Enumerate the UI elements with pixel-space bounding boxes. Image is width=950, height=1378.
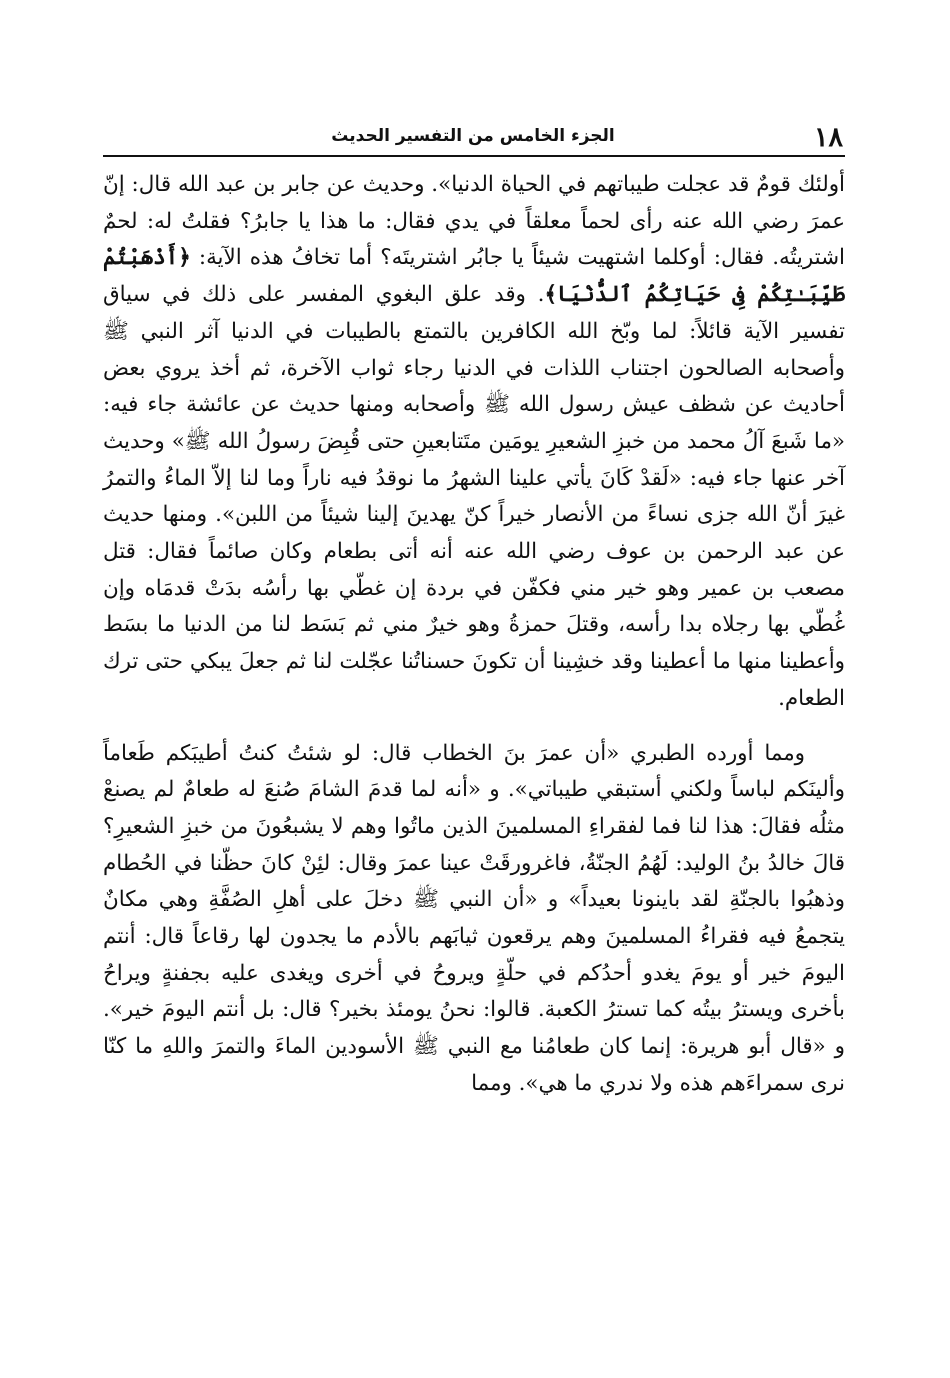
body-text: [103, 167, 845, 1103]
header-rule: [103, 155, 845, 157]
paragraph-1-before-verse: أولئك قومٌ قد عجلت طيباتهم في الحياة الدنيا». وحديث عن جابر بن عبد الله قال: إنّ عمرَ رضي الله عنه رأى لحماً معلقاً في يدي فقال: ما هذا يا جابرُ؟ فقلتُ له: لحمٌ اشتريتُه. فقال: أوكلما اشتهيت شيئاً يا جابُر اشتريتَه؟ أما تخافُ هذه الآية:: [103, 172, 845, 271]
running-title: الجزء الخامس من التفسير الحديث: [331, 126, 615, 146]
paragraph-1-after-verse: . وقد علق البغوي المفسر على ذلك في سياق تفسير الآية قائلاً: لما وبّخ الله الكافرين بالتمتع بالطيبات في الدنيا آثر النبي ﷺ وأصحابه الصالحون اجتناب اللذات في الدنيا رجاء ثواب الآخرة، ثم أخذ يروي بعض أحاديث عن شظف عيش رسول الله ﷺ وأصحابه ومنها حديث عن عائشة جاء فيه: «ما شَبعَ آلُ محمد من خبزِ الشعيرِ يومَين متَتابعينِ حتى قُبِضَ رسولُ الله ﷺ» وحديث آخر عنها جاء فيه: «لَقدْ كَانَ يأتي علينا الشهرُ ما نوقدُ فيه ناراً وما لنا إلاّ الماءُ والتمرُ غيرَ أنّ الله جزى نساءً من الأنصار خيراً كنّ يهدينَ إلينا شيئاً من اللبن». ومنها حديث عن عبد الرحمن بن عوف رضي الله عنه أنه أتى بطعام وكان صائماً فقال: قتل مصعب بن عمير وهو خير مني فكفّن في بردة إن غطّي بها رأسُه بدَتْ قدمَاه وإن غُطّي بها رجلاه بدا رأسه، وقتلَ حمزةُ وهو خيرٌ مني ثم بَسَط لنا من الدنيا ما بسَط وأعطينا منها ما أعطينا وقد خشِينا أن تكونَ حسناتُنا عجّلت لنا ثم جعلَ يبكي حتى ترك الطعام.: [103, 282, 845, 711]
page-header: [103, 118, 843, 158]
paragraph-1: [103, 167, 845, 718]
page-number: ١٨: [813, 122, 843, 153]
paragraph-2: ومما أورده الطبري «أن عمرَ بنَ الخطاب قال: لو شئتُ كنتُ أطيبَكم طَعاماً وألينَكم لباساً ولكني أستبقي طيباتي». و «أنه لما قدمَ الشامَ صُنعَ له طعامٌ لم يصنعْ مثلُه فقالَ: هذا لنا فما لفقراءِ المسلمينَ الذين ماتُوا وهم لا يشبعُونَ من خبزِ الشعيرِ؟ قالَ خالدُ بنُ الوليد: لَهُمُ الجنّةُ، فاغرورقَتْ عينا عمرَ وقال: لئِنْ كانَ حظّنا في الحُطام وذهبُوا بالجنّةِ لقد باينونا بعيداً» و «أن النبي ﷺ دخلَ على أهلِ الصُفَّةِ وهي مكانٌ يتجمعُ فيه فقراءُ المسلمينَ وهم يرقعون ثيابَهم بالأدم ما يجدون لها رقاعاً قال: أنتم اليومَ خير أو يومَ يغدو أحدُكم في حلّةٍ ويروحُ في أخرى ويغدى عليه بجفنةٍ ويراحُ بأخرى ويسترُ بيتُه كما تسترُ الكعبة. قالوا: نحنُ يومئذ بخير؟ قال: بل أنتم اليومَ خير». و «قال أبو هريرة: إنما كان طعامُنا مع النبي ﷺ الأسودين الماءَ والتمرَ واللهِ ما كنّا نرى سمراءَهم هذه ولا ندري ما هي». ومما: [103, 740, 845, 1096]
quran-verse: ﴿أَذْهَبْتُمْ طَيِّبَـٰتِكُمْ فِى حَيَاتِكُمُ ٱلدُّنْيَا﴾: [103, 245, 845, 308]
